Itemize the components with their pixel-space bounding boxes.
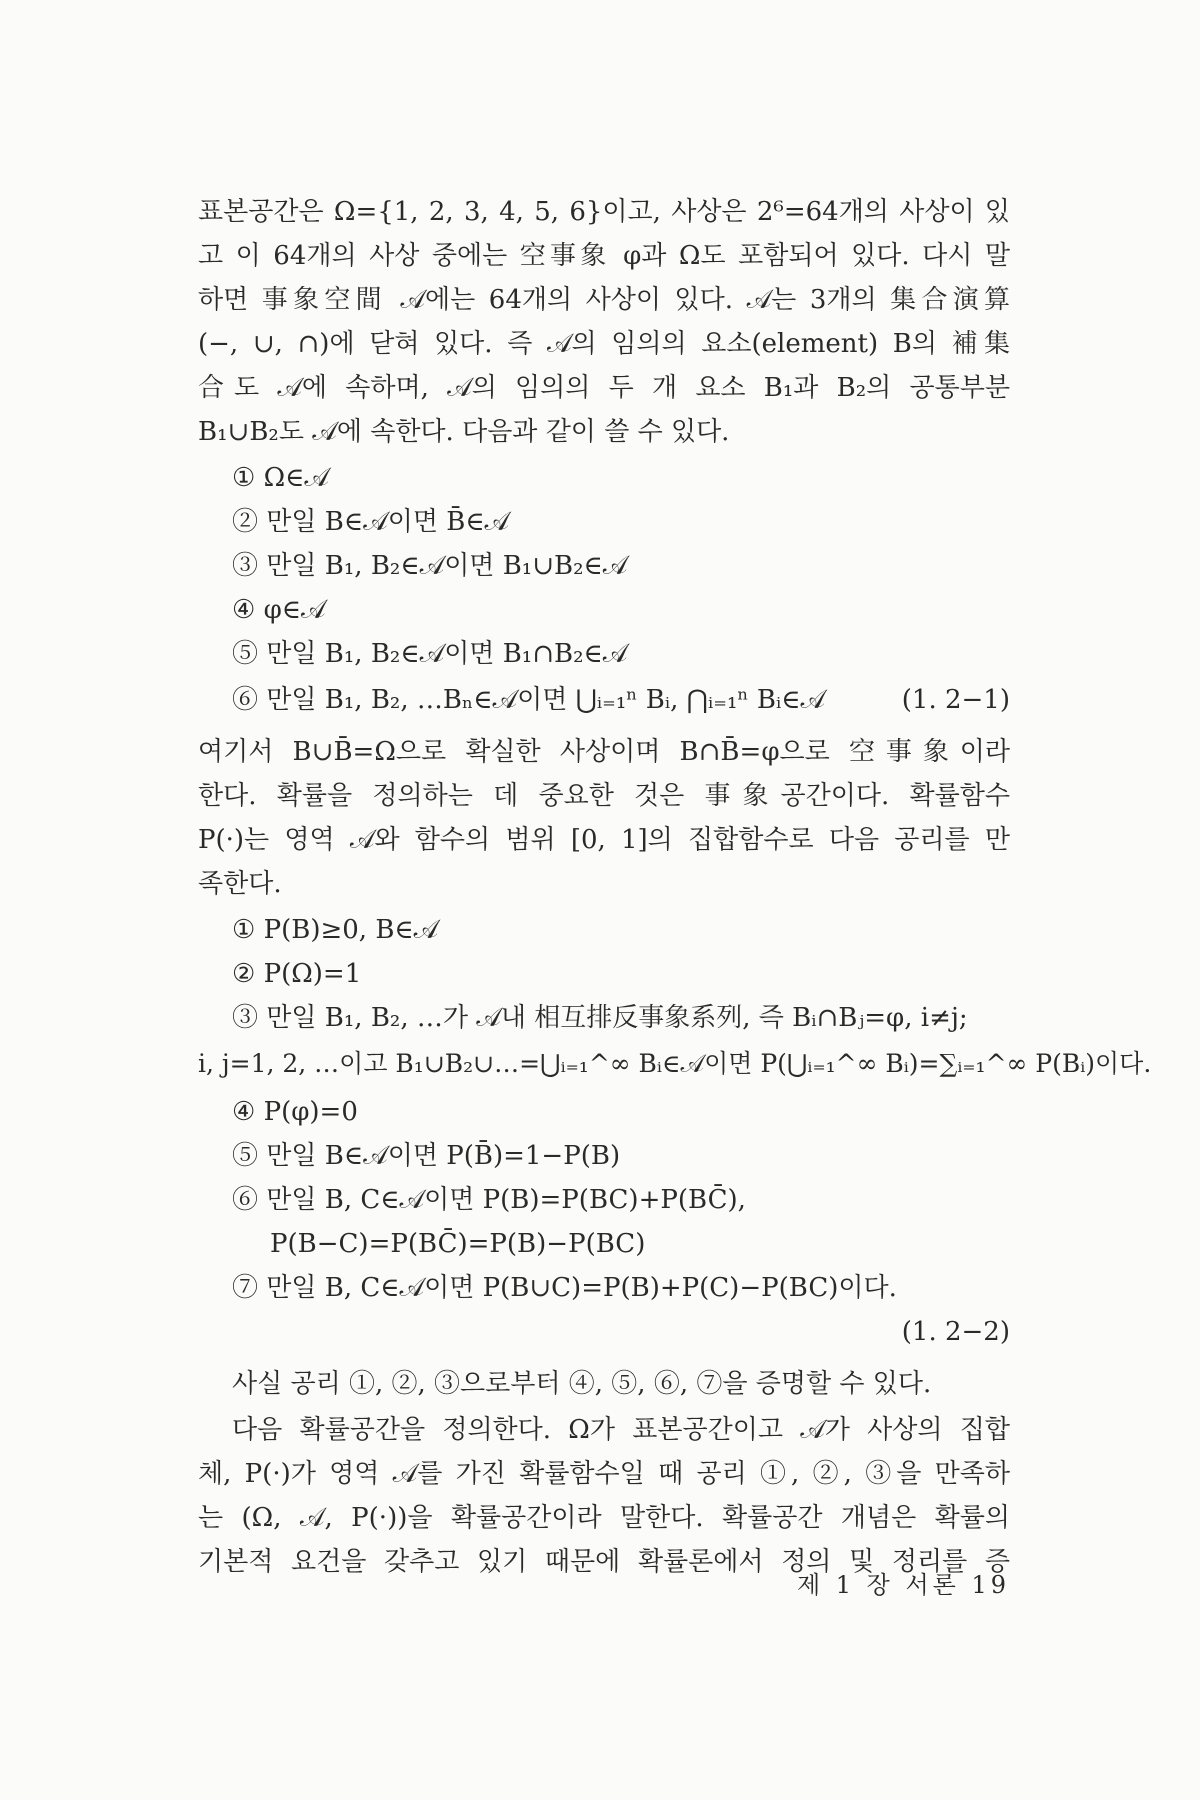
- axiom-item-6-continued: P(B−C)=P(BC̄)=P(B)−P(BC): [270, 1229, 646, 1259]
- axiom-item-5: ⑤ 만일 B∈𝒜이면 P(B̄)=1−P(B): [232, 1141, 621, 1171]
- paragraph-3-line-1: 사실 공리 ①, ②, ③으로부터 ④, ⑤, ⑥, ⑦을 증명할 수 있다.: [232, 1369, 932, 1399]
- paragraph-3-line-4: 는 (Ω, 𝒜, P(·))을 확률공간이라 말한다. 확률공간 개념은 확률의: [198, 1503, 1010, 1533]
- property-item-5: ⑤ 만일 B₁, B₂∈𝒜이면 B₁∩B₂∈𝒜: [232, 639, 628, 669]
- axiom-item-3-continued: i, j=1, 2, …이고 B₁∪B₂∪…=⋃ᵢ₌₁^∞ Bᵢ∈𝒜이면 P(⋃ᵢ₌₁^∞ Bᵢ)=∑ᵢ₌₁^∞ P(Bᵢ)이다.: [198, 1049, 1152, 1078]
- paragraph-1-line-4: (−, ∪, ∩)에 닫혀 있다. 즉 𝒜의 임의의 요소(element) B의 補集: [198, 329, 1010, 359]
- equation-number-1: (1. 2−1): [901, 685, 1010, 715]
- axiom-item-3: ③ 만일 B₁, B₂, …가 𝒜내 相互排反事象系列, 즉 Bᵢ∩Bⱼ=φ, i≠j;: [232, 1003, 968, 1033]
- paragraph-1-line-6: B₁∪B₂도 𝒜에 속한다. 다음과 같이 쓸 수 있다.: [198, 417, 730, 447]
- paragraph-2-line-3: P(·)는 영역 𝒜와 함수의 범위 [0, 1]의 집합함수로 다음 공리를 만: [198, 825, 1010, 855]
- page-footer: 제 1 장 서론 19: [796, 1571, 1010, 1599]
- paragraph-1-line-1: 표본공간은 Ω={1, 2, 3, 4, 5, 6}이고, 사상은 2⁶=64개의 사상이 있: [198, 197, 1010, 227]
- property-item-2: ② 만일 B∈𝒜이면 B̄∈𝒜: [232, 507, 510, 537]
- property-item-3: ③ 만일 B₁, B₂∈𝒜이면 B₁∪B₂∈𝒜: [232, 551, 628, 581]
- paragraph-2-line-1: 여기서 B∪B̄=Ω으로 확실한 사상이며 B∩B̄=φ으로 空事象이라: [198, 737, 1010, 767]
- axiom-item-2: ② P(Ω)=1: [232, 959, 362, 989]
- axiom-item-4: ④ P(φ)=0: [232, 1097, 358, 1127]
- paragraph-2-line-2: 한다. 확률을 정의하는 데 중요한 것은 事象공간이다. 확률함수: [198, 781, 1010, 811]
- property-item-6-text: ⑥ 만일 B₁, B₂, …Bₙ∈𝒜이면 ⋃ᵢ₌₁ⁿ Bᵢ, ⋂ᵢ₌₁ⁿ Bᵢ∈𝒜: [232, 685, 826, 715]
- axiom-item-6: ⑥ 만일 B, C∈𝒜이면 P(B)=P(BC)+P(BC̄),: [232, 1185, 746, 1215]
- equation-number-2: (1. 2−2): [901, 1317, 1010, 1347]
- axiom-item-1: ① P(B)≥0, B∈𝒜: [232, 915, 439, 945]
- property-item-1: ① Ω∈𝒜: [232, 463, 329, 493]
- paragraph-3-line-3: 체, P(·)가 영역 𝒜를 가진 확률함수일 때 공리 ①, ②, ③을 만족하: [198, 1459, 1010, 1489]
- paragraph-2-line-4: 족한다.: [198, 869, 282, 899]
- paragraph-1-line-2: 고 이 64개의 사상 중에는 空事象 φ과 Ω도 포함되어 있다. 다시 말: [198, 241, 1010, 271]
- property-item-4: ④ φ∈𝒜: [232, 595, 326, 625]
- property-item-6: [232, 678, 1010, 722]
- axiom-item-7: ⑦ 만일 B, C∈𝒜이면 P(B∪C)=P(B)+P(C)−P(BC)이다.: [232, 1273, 897, 1303]
- paragraph-1-line-3: 하면 事象空間 𝒜에는 64개의 사상이 있다. 𝒜는 3개의 集合演算: [198, 285, 1010, 315]
- paragraph-3-line-5: 기본적 요건을 갖추고 있기 때문에 확률론에서 정의 및 정리를 증: [198, 1547, 1010, 1577]
- paragraph-1-line-5: 合도 𝒜에 속하며, 𝒜의 임의의 두 개 요소 B₁과 B₂의 공통부분: [198, 373, 1010, 403]
- paragraph-3-line-2: 다음 확률공간을 정의한다. Ω가 표본공간이고 𝒜가 사상의 집합: [232, 1415, 1010, 1445]
